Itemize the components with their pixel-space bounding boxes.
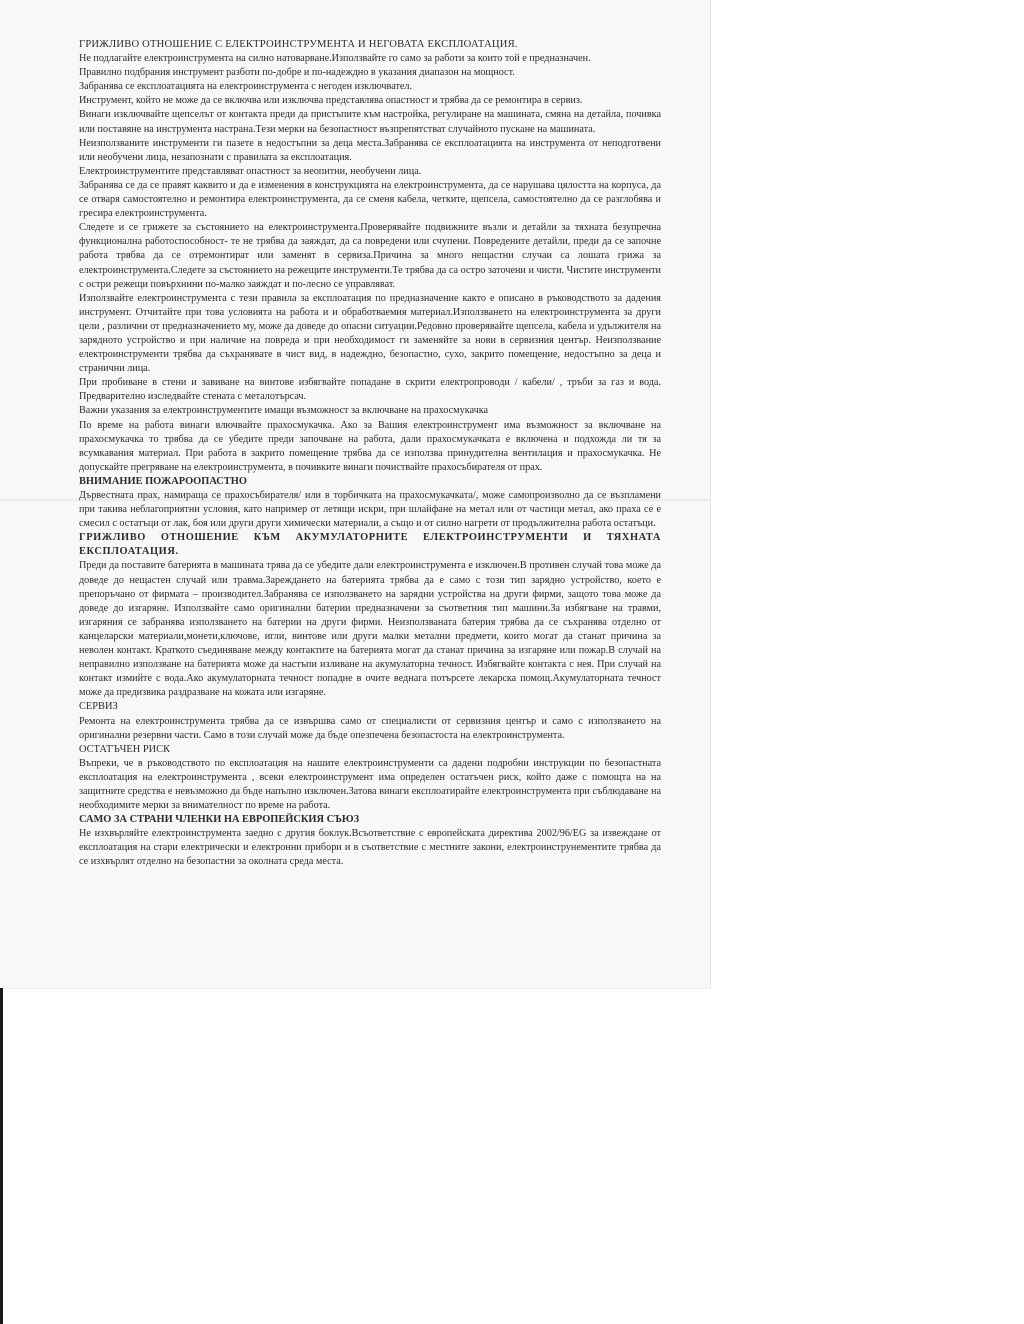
- paragraph: Ремонта на електроинструмента трябва да се извършва само от специалисти от сервизния център и само с използването на оригинални резервни части. Само в този случай може да бъде опезпечена безопастоста на електроинструмента.: [79, 715, 661, 741]
- paragraph: Електроинструментите представляват опастност за неопитни, необучени лица.: [79, 165, 422, 177]
- document-body: [79, 38, 661, 870]
- paragraph: Не изхвърляйте електроинструмента заедно с другия боклук.Всъответствие с европейската директива 2002/96/EG за извеждане от експлоатация на стари електрически и електронни прибори и в съответствие с местните закони, електроинструнементите трябва да се изхвърлят отделно на безопастни за околната среда места.: [79, 828, 661, 868]
- paragraph: Важни указания за електроинструментите имащи възможност за включване на прахосмукачка: [79, 405, 489, 417]
- paragraph: Винаги изключвайте щепселът от контакта преди да пристъпите към настройка, регулиране на машината, смяна на детайла, почивка или поставяне на инструмента настрана.Тези мерки на безопастност възпрепятстват случайното пускане на машината.: [79, 109, 661, 135]
- paragraph: Правилно подбрания инструмент разботи по-добре и по-надеждно в указания диапазон на мощност.: [79, 67, 515, 79]
- paragraph: Не подлагайте електроинструмента на силно натоварване.Използвайте го само за работи за които той е предназначен.: [79, 53, 591, 65]
- scan-edge-shadow: [0, 988, 3, 1324]
- paragraph: Въпреки, че в ръководството по експлоатация на нашите електроинструменти са дадени подробни инструкции по безопастната експлоатация на електроинструмента , всеки електроинструмент има определен остатъчен риск, който даже с помощта на на защитните средства е невъзможно да бъде напълно изключен.Затова винаги експлоатирайте електроинструмента при съблюдаване на необходимите мерки за внимателност по време на работа.: [79, 757, 661, 812]
- section-title-battery-tools: ГРИЖЛИВО ОТНОШЕНИЕ КЪМ АКУМУЛАТОРНИТЕ ЕЛЕКТРОИНСТРУМЕНТИ И ТЯХНАТА ЕКСПЛОАТАЦИЯ.: [79, 532, 661, 558]
- paragraph: Забранява се да се правят каквито и да е изменения в конструкцията на електроинструмента, да се нарушава цялостта на корпуса, да се отваря самостоятелно и ремонтира електроинструмента, да се сменя кабела, четките, щепсела, самостоятелно да се разглобява и гресира електроинструмента.: [79, 179, 661, 220]
- section-title-service: СЕРВИЗ: [79, 701, 118, 713]
- paragraph: При пробиване в стени и завиване на винтове избягвайте попадане в скрити електропроводи / кабели/ , тръби за газ и вода. Предварително изследвайте стената с металотърсач.: [79, 377, 661, 403]
- section-title-careful-use: ГРИЖЛИВО ОТНОШЕНИЕ С ЕЛЕКТРОИНСТРУМЕНТА И НЕГОВАТА ЕКСПЛОАТАЦИЯ.: [79, 39, 518, 50]
- paragraph: Неизползваните инструменти ги пазете в недостъпни за деца места.Забранява се експлоатацията на инструмента от неподготвени или необучени лица, незапознати с правилата за експлоатация.: [79, 137, 661, 163]
- paragraph: Забранява се експлоатацията на електроинструмента с негоден изключвател.: [79, 81, 413, 93]
- paragraph: Използвайте електроинструмента с тези правила за експлоатация по предназначение както е описано в ръководството за дадения инструмент. Отчитайте при това условията на работа и и обработваемия материал.Използването на електроинструмента за други цели , различни от предназначението му, може да доведе до опасни ситуации.Редовно проверявайте щепсела, кабела и удължителя на зарядното устройство и при наличие на повреда и при необходимост ги заменяйте за нови в сервизния център. Неизползвание електроинструменти трябва да съхранявате в чист вид, в надеждно, безопастно, сухо, закрито помещение, недостъпно за деца и странични лица.: [79, 292, 661, 375]
- paragraph: Преди да поставите батерията в машината трява да се убедите дали електроинструмента е изключен.В противен случай това може да доведе до нещастен случай или травма.Зареждането на батерията трябва да е само с този тип зарядно устройство, което е препоръчано от фирмата – производител.Забранява се използването на зарядни устройства на други фирми, защото това може да доведе до изгаряне. Използвайте само оригинални батерии предназначени за съответния тип машини.За избягване на травми, изгаряния се забранява използването на батерии на други фирми. Неизползваната батерия трябва да се съхранява отделно от канцеларски материали,монети,ключове, игли, винтове или други малки метални предмети, които могат да станат причина за неволен контакт. Краткото съединяване между контактите на батерията могат да станат причина за изгаряне или пожар.В случай на неправилно използване на батерията може да настъпи изливане на акумулаторна течност. Избягвайте контакта с нея. При случай на контакт измийте с вода.Ако акумулаторната течност попадне в очите веднага потърсете лекарска помощ.Акумулаторната течност може да предизвика раздразване на кожата или изгаряне.: [79, 560, 661, 699]
- section-title-residual-risk: ОСТАТЪЧЕН РИСК: [79, 743, 171, 755]
- paragraph: По време на работа винаги влючвайте прахосмукачка. Ако за Вашия електроинструмент има възможност за включване на прахосмукачка то трябва да се убедите преди започване на работа, дали прахосмукачката е включена и подхожда ли тя за всумкавания материал. При работа в закрито помещение трябва да се използва принудителна вентилация и прахосмукачка. Не допускайте прегряване на електроинструмента, в почивките винаги почиствайте прахосъбирателя от прах.: [79, 419, 661, 473]
- paragraph: Следете и се грижете за състоянието на електроинструмента.Проверявайте подвижните възли и детайли за тяхната безупречна функционална работоспособност- те не трябва да заяждат, да са повредени или счупени. Повредените детайли, преди да се започне работа трябва да се отремонтират или заменят в сервиза.Причина за много нещастни случаи са лошата грижа за електроинструмента.Следете за състоянието на режещите инструменти.Те трябва да са остро заточени и чисти. Чистите инструменти с остри режещи повърхнини по-малко заяждат и по-лесно се управляват.: [79, 222, 661, 290]
- section-title-fire-hazard: ВНИМАНИЕ ПОЖАРООПАСТНО: [79, 475, 247, 487]
- paragraph: Дървестната прах, намираща се прахосъбирателя/ или в торбичката на прахосмукачката/, може самопроизволно да се възпламени при такива неблагоприятни условия, като например от летящи искри, при шлайфане на метал или от частици метал, ако праха се е смесил с остатъци от лак, боя или други други химически материали, а също и от силно нагрети от продължителна работа остатъци.: [79, 490, 661, 530]
- section-title-eu-only: САМО ЗА СТРАНИ ЧЛЕНКИ НА ЕВРОПЕЙСКИЯ СЪЮЗ: [79, 814, 360, 826]
- paragraph: Инструмент, който не може да се включва или изключва представлява опастност и трябва да се ремонтира в сервиз.: [79, 95, 583, 107]
